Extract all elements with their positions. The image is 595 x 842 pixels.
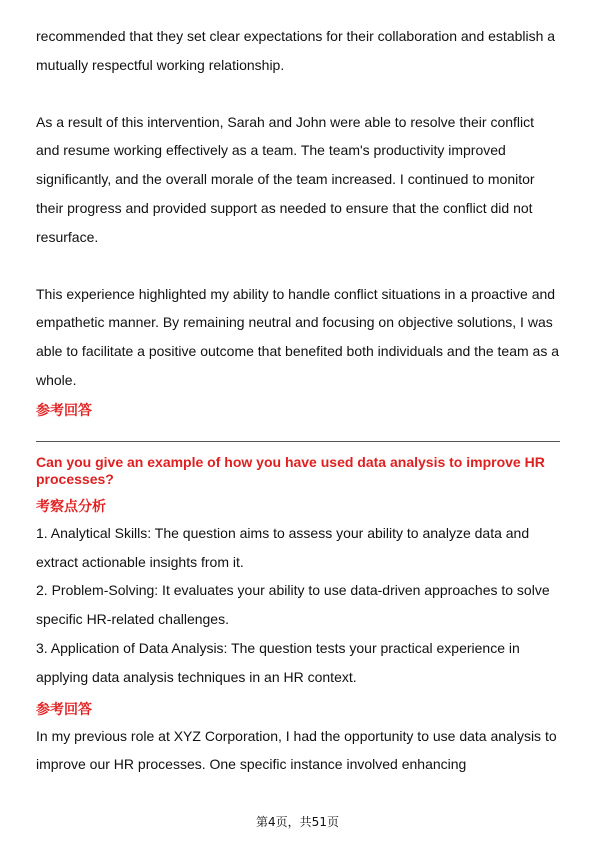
- analysis-point: 3. Application of Data Analysis: The question tests your practical experience in applying data analysis techniques in an HR context.: [36, 639, 520, 685]
- document-page: [36, 22, 560, 779]
- analysis-point: 1. Analytical Skills: The question aims to assess your ability to analyze data and extract actionable insights from it.: [36, 524, 530, 570]
- paragraph-result: As a result of this intervention, Sarah and John were able to resolve their conflict and resume working effectively as a team. The team's productivity improved significantly, and the overall morale of the team increased. I continued to monitor their progress and provided support as needed to ensure that the conflict did not resurface.: [36, 113, 535, 245]
- reference-answer-heading: 参考回答: [36, 700, 92, 717]
- analysis-point: 2. Problem-Solving: It evaluates your ability to use data-driven approaches to solve specific HR-related challenges.: [36, 582, 550, 628]
- paragraph-continuation: recommended that they set clear expectations for their collaboration and establish a mutually respectful working relationship.: [36, 28, 556, 73]
- reference-answer-heading: 参考回答: [36, 401, 92, 418]
- answer-paragraph: In my previous role at XYZ Corporation, I had the opportunity to use data analysis to improve our HR processes. One specific instance involved enhancing: [36, 727, 557, 773]
- analysis-heading: 考察点分析: [36, 497, 106, 514]
- paragraph-gap: [36, 252, 560, 280]
- paragraph-gap: [36, 80, 560, 108]
- section-divider: [36, 441, 560, 442]
- paragraph-experience: This experience highlighted my ability to handle conflict situations in a proactive and empathetic manner. By remaining neutral and focusing on objective solutions, I was able to facilitate a positive outcome that benefited both individuals and the team as a whole.: [36, 285, 560, 388]
- page-footer: 第4页，共51页: [256, 815, 339, 829]
- question-heading: Can you give an example of how you have used data analysis to improve HR processes?: [36, 453, 545, 487]
